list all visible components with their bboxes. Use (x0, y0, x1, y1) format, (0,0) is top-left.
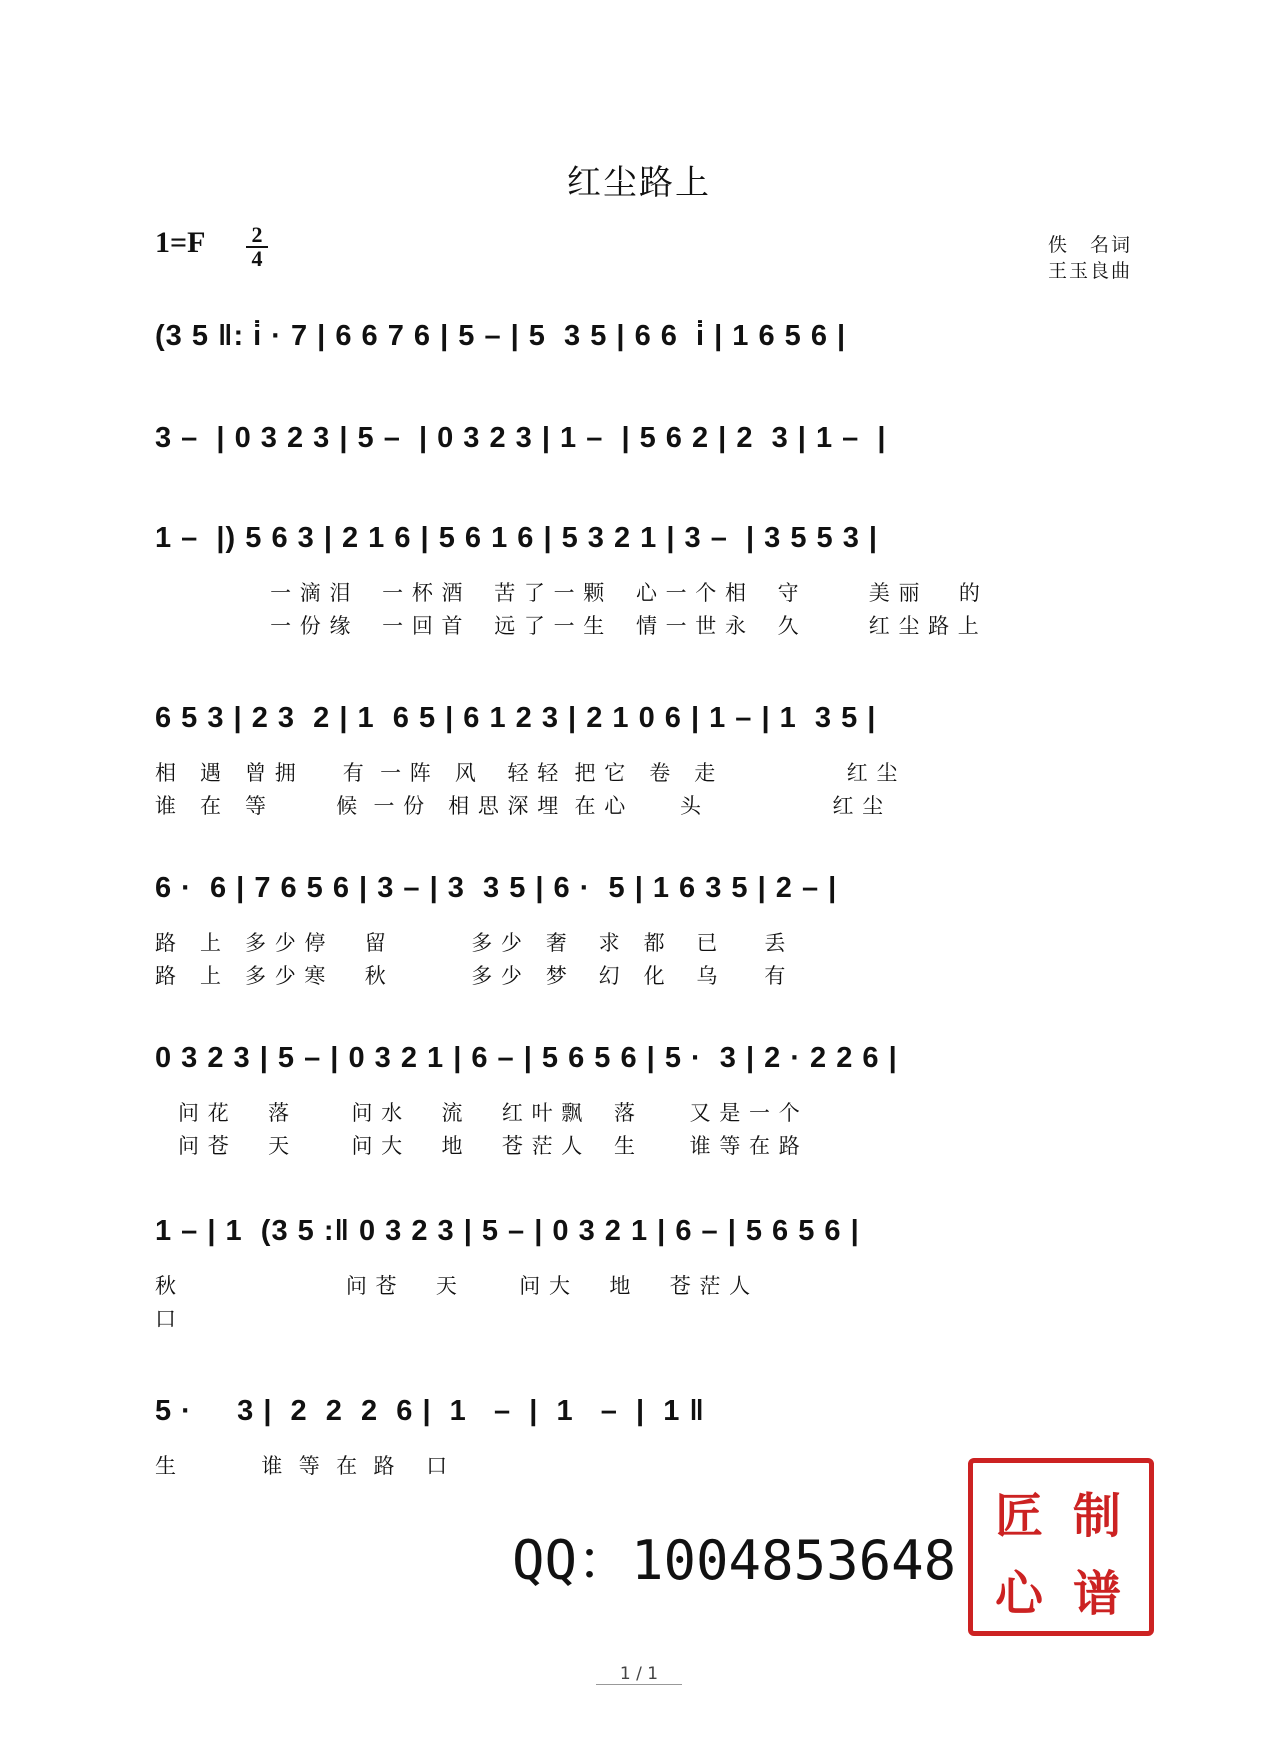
lyric-verse-1: 一 滴 泪 一 杯 酒 苦 了 一 颗 心 一 个 相 守 美 丽 的 (155, 581, 981, 605)
lyric-verse-2: 问 苍 天 问 大 地 苍 茫 人 生 谁 等 在 路 (155, 1134, 801, 1158)
page-number-text: 1 / 1 (596, 1664, 682, 1685)
notation-line: 6 · 6 | 7 6 5 6 | 3 – | 3 3 5 | 6 · 5 | 1 6 3 5 | 2 – | (155, 872, 838, 904)
notation-line: 0 3 2 3 | 5 – | 0 3 2 1 | 6 – | 5 6 5 6 | 5 · 3 | 2 · 2 2 6 | (155, 1042, 898, 1074)
seal-char: 制 (1073, 1488, 1122, 1544)
notation-line: 5 · 3 | 2 2 2 6 | 1 – | 1 – | 1 ‖ (155, 1395, 705, 1427)
seal-char: 心 (995, 1566, 1044, 1622)
lyric-verse-1: 路 上 多 少 停 留 多 少 奢 求 都 已 丢 (155, 931, 787, 955)
seal-char: 匠 (995, 1488, 1044, 1544)
meter-bottom: 4 (251, 246, 263, 271)
notation-line: 3 – | 0 3 2 3 | 5 – | 0 3 2 3 | 1 – | 5 6 2 | 2 3 | 1 – | (155, 422, 887, 454)
lyric-verse-1: 秋 问 苍 天 问 大 地 苍 茫 人 (155, 1274, 752, 1298)
lyric-verse-2: 谁 在 等 候 一 份 相 思 深 埋 在 心 头 红 尘 (155, 794, 885, 818)
composer-credit: 王玉良曲 (1047, 260, 1132, 282)
notation-line: 6 5 3 | 2 3 2 | 1 6 5 | 6 1 2 3 | 2 1 0 6 | 1 – | 1 3 5 | (155, 702, 877, 734)
page-number (0, 1664, 1278, 1684)
seal-char: 谱 (1073, 1566, 1122, 1622)
lyric-verse-2: 一 份 缘 一 回 首 远 了 一 生 情 一 世 永 久 红 尘 路 上 (155, 614, 980, 638)
time-signature (240, 224, 274, 270)
qq-contact: QQ：1004853648 (512, 1529, 957, 1592)
lyricist-credit: 佚 名词 (1047, 234, 1132, 256)
key-signature: 1=F (155, 226, 206, 259)
notation-line: 1 – | 1 (3 5 :‖ 0 3 2 3 | 5 – | 0 3 2 1 | 6 – | 5 6 5 6 | (155, 1215, 860, 1247)
score-title: 红尘路上 (567, 163, 711, 203)
meter-top: 2 (251, 222, 263, 247)
lyric-verse-2: 路 上 多 少 寒 秋 多 少 梦 幻 化 乌 有 (155, 964, 787, 988)
lyric-verse-1: 相 遇 曾 拥 有 一 阵 风 轻 轻 把 它 卷 走 红 尘 (155, 761, 899, 785)
notation-line: (3 5 ‖: i̇ · 7 | 6 6 7 6 | 5 – | 5 3 5 | 6 6 i̇ | 1 6 5 6 | (155, 320, 847, 352)
lyric-verse-1: 问 花 落 问 水 流 红 叶 飘 落 又 是 一 个 (155, 1101, 801, 1125)
notation-line: 1 – |) 5 6 3 | 2 1 6 | 5 6 1 6 | 5 3 2 1 | 3 – | 3 5 5 3 | (155, 522, 878, 554)
lyric-verse-2: 口 (155, 1307, 177, 1331)
seal-stamp (968, 1458, 1154, 1636)
lyric-verse-1: 生 谁 等 在 路 口 (155, 1454, 449, 1478)
